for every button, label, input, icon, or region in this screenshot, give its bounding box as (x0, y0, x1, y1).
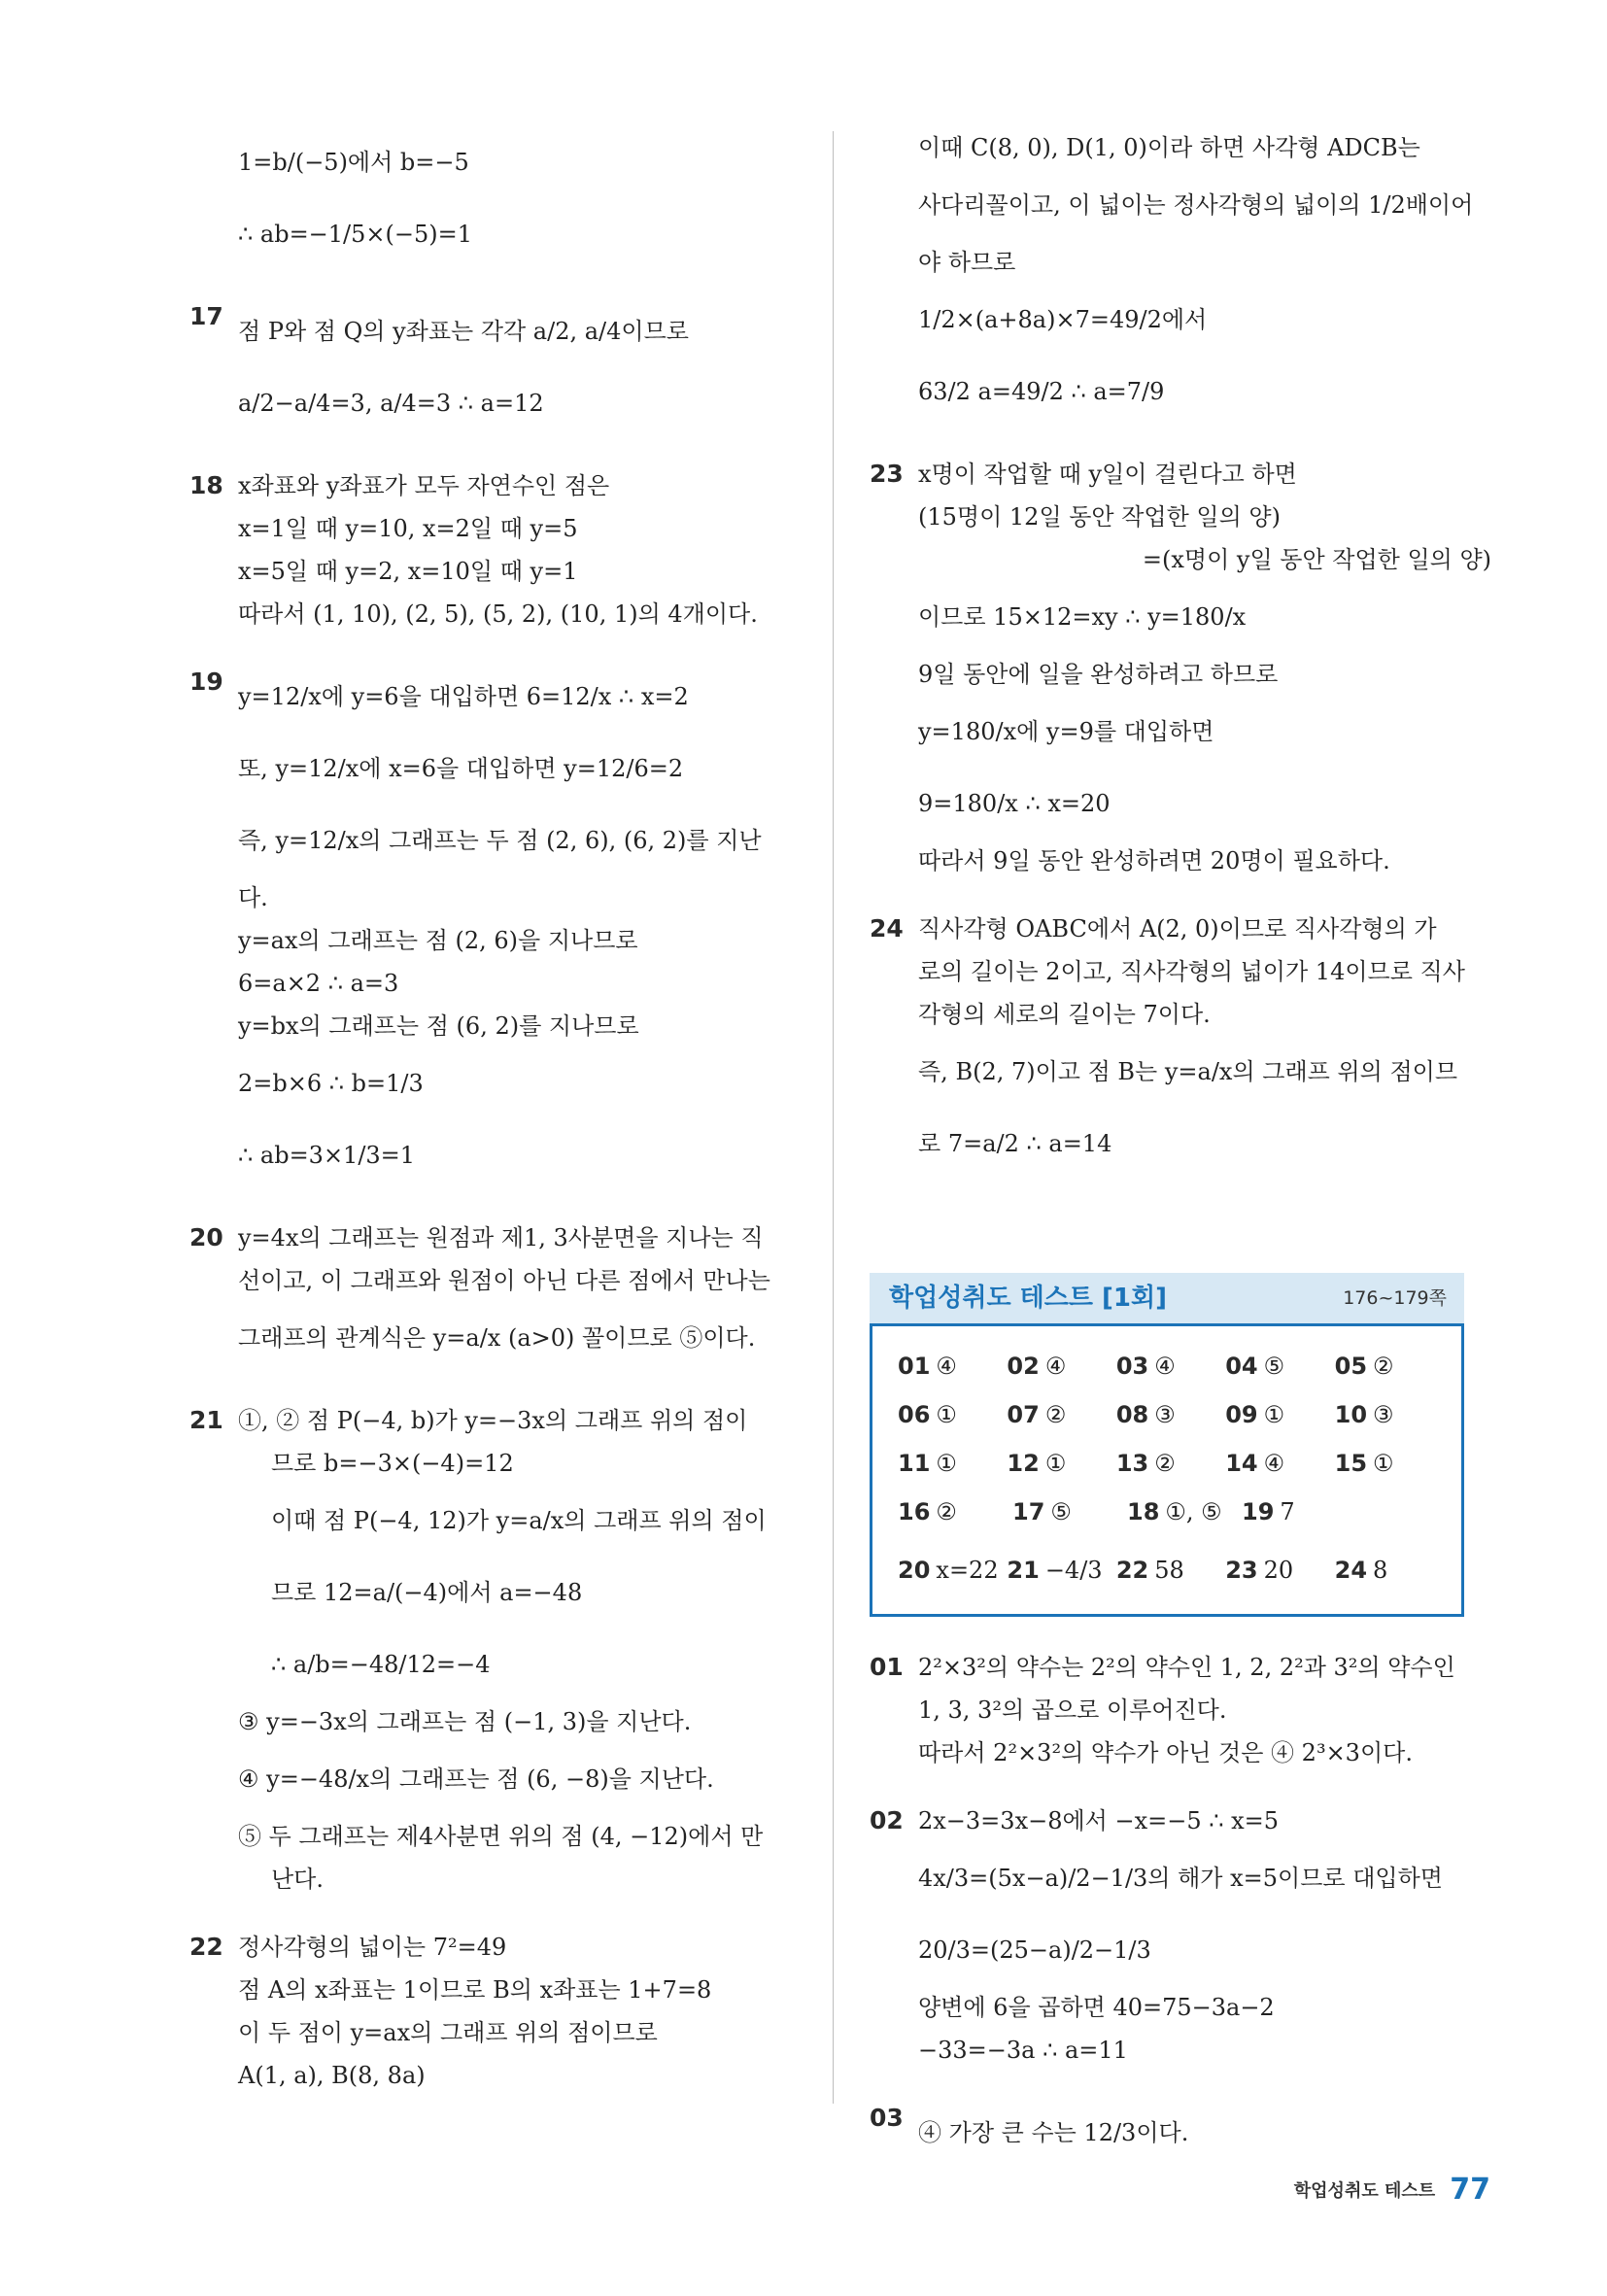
answer-cell: 12 ① (1007, 1450, 1067, 1477)
answer-row (898, 1536, 1444, 1604)
text-line: −33=−3a ∴ a=11 (918, 2037, 1128, 2064)
text-line: 선이고, 이 그래프와 원점이 아닌 다른 점에서 만나는 (238, 1267, 770, 1294)
answer-cell: 07 ② (1007, 1401, 1067, 1428)
text-line: 9일 동안에 일을 완성하려고 하므로 (918, 661, 1279, 688)
problem-number: 19 (189, 668, 223, 696)
answer-cell: 23 20 (1225, 1557, 1294, 1584)
answer-row (898, 1390, 1444, 1439)
text-line: 즉, y=12/x의 그래프는 두 점 (2, 6), (6, 2)를 지난 (238, 827, 762, 854)
answer-cell: 14 ④ (1225, 1450, 1285, 1477)
text-line: y=180/x에 y=9를 대입하면 (918, 718, 1214, 745)
text-line: 그래프의 관계식은 y=a/x (a>0) 꼴이므로 ⑤이다. (238, 1324, 756, 1352)
test-title: 학업성취도 테스트 [1회] (889, 1284, 1168, 1313)
text-line: ∴ a/b=−48/12=−4 (271, 1651, 491, 1678)
text-line: =(x명이 y일 동안 작업한 일의 양) (1142, 546, 1491, 573)
text-line: (15명이 12일 동안 작업한 일의 양) (918, 503, 1281, 531)
text-line: 1, 3, 3²의 곱으로 이루어진다. (918, 1696, 1227, 1724)
problem-number: 02 (870, 1806, 904, 1834)
text-line: 이때 점 P(−4, 12)가 y=a/x의 그래프 위의 점이 (271, 1507, 767, 1534)
answer-cell: 19 7 (1242, 1498, 1295, 1525)
answer-cell: 20 x=22 (898, 1557, 999, 1584)
problem-number: 18 (189, 471, 223, 499)
answer-cell: 22 58 (1115, 1557, 1184, 1584)
test-pages: 176~179쪽 (1343, 1287, 1447, 1309)
text-line: x=5일 때 y=2, x=10일 때 y=1 (238, 558, 578, 585)
problem-24 (870, 908, 1491, 1180)
footer-section: 학업성취도 테스트 (1293, 2180, 1436, 2202)
answer-cell: 15 ① (1334, 1450, 1394, 1477)
answer-cell: 13 ② (1115, 1450, 1176, 1477)
test-problem-02 (870, 1799, 1491, 2072)
problem-number: 03 (870, 2104, 904, 2132)
answer-cell: 01 ④ (898, 1353, 957, 1380)
answer-cell: 03 ④ (1115, 1353, 1176, 1380)
text-line: ⑤ 두 그래프는 제4사분면 위의 점 (4, −12)에서 만 (238, 1823, 764, 1850)
text-line: y=12/x에 y=6을 대입하면 6=12/x ∴ x=2 (238, 683, 689, 710)
answer-row (898, 1342, 1444, 1390)
problem-17 (189, 295, 811, 439)
column-divider (833, 131, 834, 2104)
problem-16-cont (189, 126, 811, 270)
test-problem-03 (870, 2097, 1491, 2169)
text-line: x좌표와 y좌표가 모두 자연수인 점은 (238, 472, 610, 499)
text-line: 따라서 9일 동안 완성하려면 20명이 필요하다. (918, 847, 1390, 874)
text-line: 즉, B(2, 7)이고 점 B는 y=a/x의 그래프 위의 점이므 (918, 1058, 1458, 1085)
page-footer (1294, 2173, 1490, 2207)
text-line: ∴ ab=−1/5×(−5)=1 (238, 221, 473, 248)
problem-number: 23 (870, 460, 904, 488)
problem-22 (189, 1926, 811, 2097)
text-line: x=1일 때 y=10, x=2일 때 y=5 (238, 515, 578, 542)
problem-23 (870, 453, 1491, 882)
text-line: 정사각형의 넓이는 7²=49 (238, 1934, 507, 1961)
text-line: 2²×3²의 약수는 2²의 약수인 1, 2, 2²과 3²의 약수인 (918, 1654, 1455, 1681)
text-line: 각형의 세로의 길이는 7이다. (918, 1001, 1211, 1028)
problem-number: 20 (189, 1223, 223, 1251)
problem-22-cont (870, 126, 1491, 428)
answer-cell: 05 ② (1334, 1353, 1394, 1380)
answer-cell: 04 ⑤ (1225, 1353, 1285, 1380)
text-line: y=4x의 그래프는 원점과 제1, 3사분면을 지나는 직 (238, 1224, 764, 1251)
text-line: ∴ ab=3×1/3=1 (238, 1142, 416, 1169)
problem-19 (189, 661, 811, 1191)
answer-cell: 16 ② (898, 1498, 957, 1525)
answer-cell: 08 ③ (1115, 1401, 1176, 1428)
text-line: 직사각형 OABC에서 A(2, 0)이므로 직사각형의 가 (918, 915, 1437, 942)
text-line: 1=b/(−5)에서 b=−5 (238, 149, 469, 176)
answer-cell: 11 ① (898, 1450, 957, 1477)
problem-20 (189, 1217, 811, 1374)
text-line: 4x/3=(5x−a)/2−1/3의 해가 x=5이므로 대입하면 (918, 1865, 1443, 1892)
text-line: 또, y=12/x에 x=6을 대입하면 y=12/6=2 (238, 755, 684, 782)
test-problem-01 (870, 1646, 1491, 1774)
text-line: 사다리꼴이고, 이 넓이는 정사각형의 넓이의 1/2배이어 (918, 191, 1474, 219)
answer-row (898, 1439, 1444, 1488)
text-line: 난다. (271, 1866, 324, 1893)
right-column (870, 126, 1491, 2194)
answer-cell: 21 −4/3 (1007, 1557, 1103, 1584)
text-line: 이때 C(8, 0), D(1, 0)이라 하면 사각형 ADCB는 (918, 134, 1420, 161)
text-line: a/2−a/4=3, a/4=3 ∴ a=12 (238, 390, 544, 417)
text-line: 이므로 15×12=xy ∴ y=180/x (918, 603, 1247, 631)
text-line: 므로 b=−3×(−4)=12 (271, 1450, 514, 1477)
answer-grid (870, 1323, 1464, 1617)
problem-number: 22 (189, 1933, 223, 1961)
answer-cell: 24 8 (1334, 1557, 1388, 1584)
problem-number: 01 (870, 1653, 904, 1681)
text-line: ④ y=−48/x의 그래프는 점 (6, −8)을 지난다. (238, 1765, 714, 1793)
left-column (189, 126, 811, 2122)
text-line: A(1, a), B(8, 8a) (238, 2062, 426, 2089)
text-line: 9=180/x ∴ x=20 (918, 790, 1111, 817)
problem-number: 17 (189, 302, 223, 330)
problem-number: 21 (189, 1406, 223, 1434)
text-line: 므로 12=a/(−4)에서 a=−48 (271, 1579, 583, 1606)
test-header (870, 1273, 1464, 1323)
answer-cell: 09 ① (1225, 1401, 1285, 1428)
text-line: x명이 작업할 때 y일이 걸린다고 하면 (918, 461, 1297, 488)
achievement-test-box (870, 1273, 1464, 1617)
text-line: 따라서 2²×3²의 약수가 아닌 것은 ④ 2³×3이다. (918, 1739, 1413, 1766)
answer-cell: 18 ①, ⑤ (1127, 1498, 1222, 1525)
answer-cell: 17 ⑤ (1012, 1498, 1072, 1525)
text-line: ①, ② 점 P(−4, b)가 y=−3x의 그래프 위의 점이 (238, 1407, 748, 1434)
text-line: 점 A의 x좌표는 1이므로 B의 x좌표는 1+7=8 (238, 1976, 712, 2004)
page-number: 77 (1450, 2173, 1490, 2207)
answer-row (898, 1488, 1444, 1536)
text-line: 따라서 (1, 10), (2, 5), (5, 2), (10, 1)의 4개이다. (238, 600, 758, 628)
text-line: ③ y=−3x의 그래프는 점 (−1, 3)을 지난다. (238, 1708, 692, 1735)
problem-21 (189, 1399, 811, 1901)
text-line: 로의 길이는 2이고, 직사각형의 넓이가 14이므로 직사 (918, 958, 1465, 985)
text-line: 양변에 6을 곱하면 40=75−3a−2 (918, 1994, 1275, 2021)
text-line: 이 두 점이 y=ax의 그래프 위의 점이므로 (238, 2019, 658, 2046)
text-line: ④ 가장 큰 수는 12/3이다. (918, 2119, 1189, 2146)
problem-number: 24 (870, 914, 904, 942)
text-line: 6=a×2 ∴ a=3 (238, 970, 399, 997)
text-line: y=bx의 그래프는 점 (6, 2)를 지나므로 (238, 1012, 639, 1040)
text-line: 로 7=a/2 ∴ a=14 (918, 1130, 1112, 1157)
text-line: 2=b×6 ∴ b=1/3 (238, 1070, 424, 1097)
text-line: 2x−3=3x−8에서 −x=−5 ∴ x=5 (918, 1807, 1280, 1834)
text-line: y=ax의 그래프는 점 (2, 6)을 지나므로 (238, 927, 638, 954)
text-line: 1/2×(a+8a)×7=49/2에서 (918, 306, 1208, 333)
answer-cell: 06 ① (898, 1401, 957, 1428)
answer-cell: 02 ④ (1007, 1353, 1067, 1380)
text-line: 야 하므로 (918, 249, 1016, 276)
text-line: 63/2 a=49/2 ∴ a=7/9 (918, 378, 1165, 405)
problem-18 (189, 464, 811, 635)
answer-cell: 10 ③ (1334, 1401, 1394, 1428)
text-line: 20/3=(25−a)/2−1/3 (918, 1936, 1151, 1964)
text-line: 점 P와 점 Q의 y좌표는 각각 a/2, a/4이므로 (238, 318, 689, 345)
text-line: 다. (238, 884, 268, 911)
